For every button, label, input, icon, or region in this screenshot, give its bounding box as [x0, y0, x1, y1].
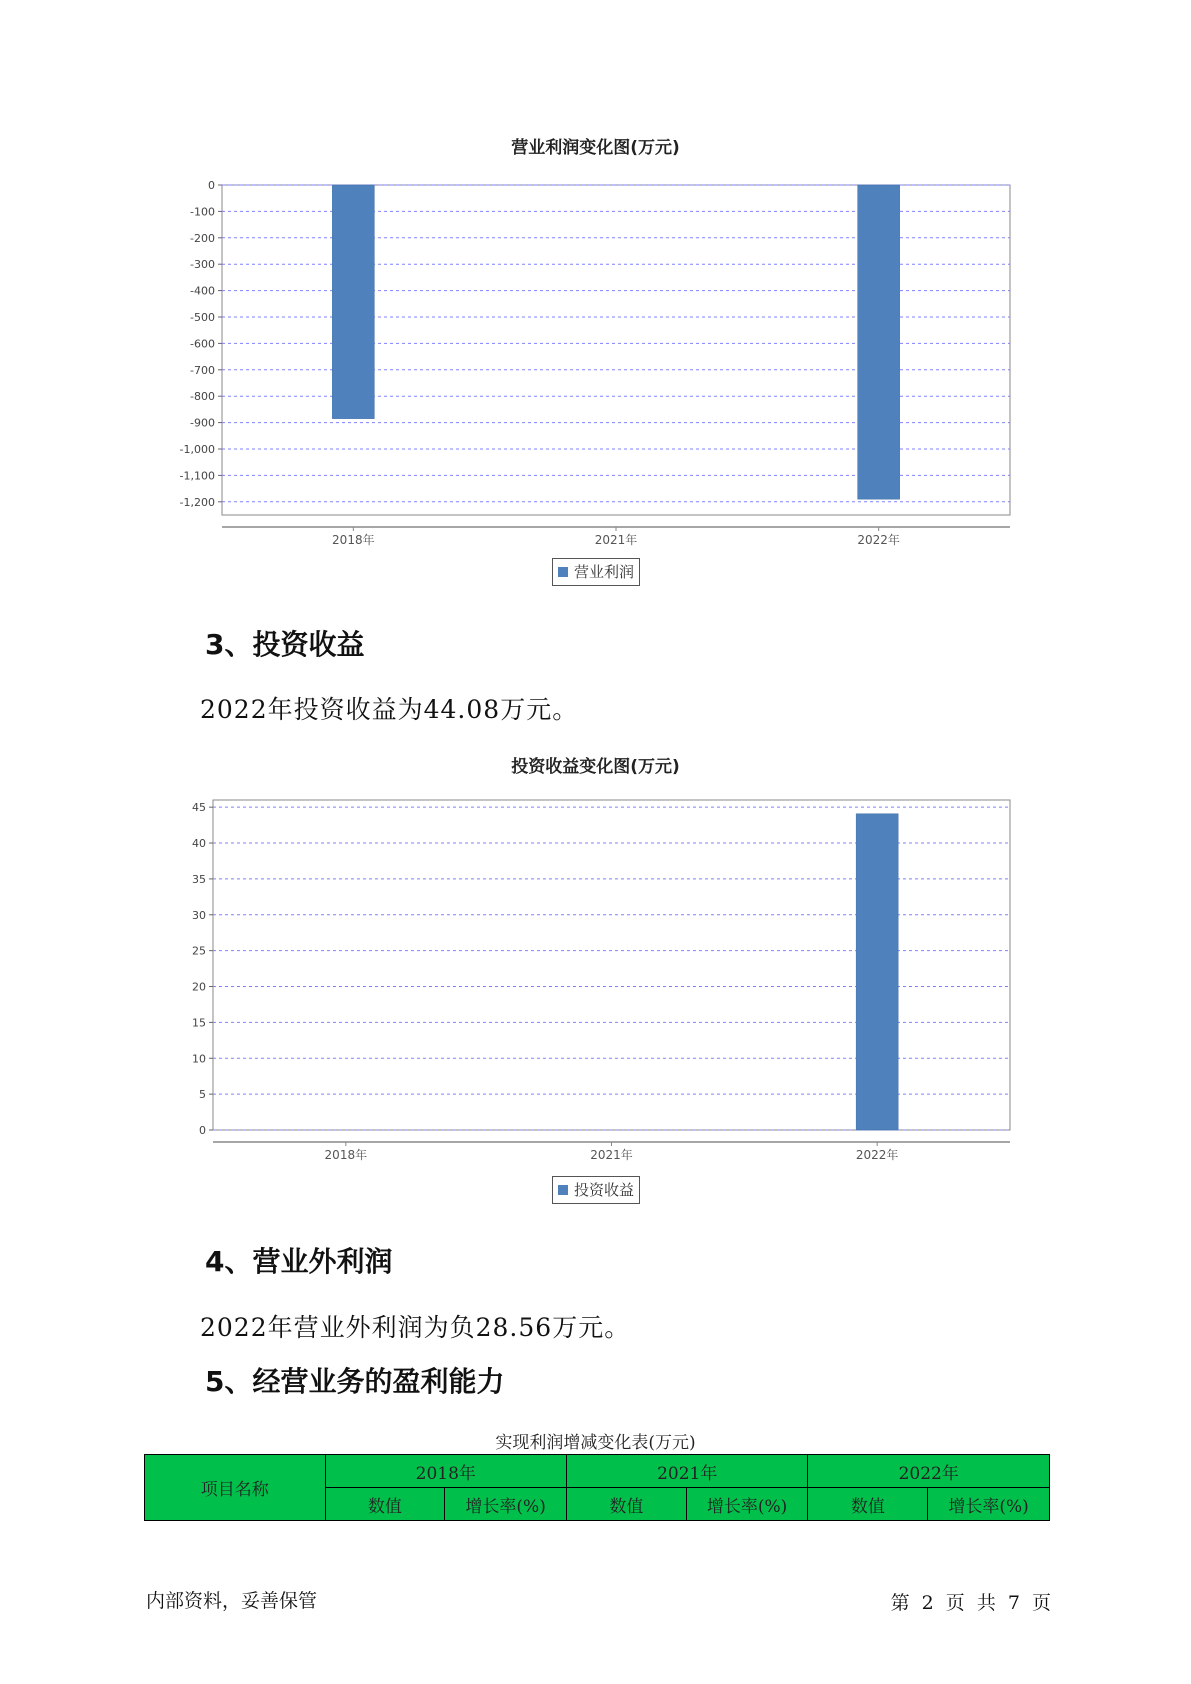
x-tick-label: 2021年: [594, 533, 638, 547]
y-tick-label: -500: [190, 311, 215, 324]
legend-swatch: [558, 1185, 568, 1195]
item-name-header: 项目名称: [145, 1455, 326, 1521]
y-tick-label: -800: [190, 390, 215, 404]
y-tick-label: 25: [192, 944, 206, 958]
y-tick-label: 20: [192, 980, 206, 994]
investment-income-chart-title: 投资收益变化图(万元): [511, 757, 680, 777]
nonoperating-text: 2022年营业外利润为负28.56万元。: [200, 1313, 631, 1342]
investment-income-legend: [552, 1176, 640, 1204]
y-tick-label: 15: [192, 1016, 206, 1030]
growth-header: 增长率(%): [445, 1488, 567, 1521]
y-tick-label: -1,100: [179, 469, 215, 483]
y-tick-label: -200: [190, 231, 215, 245]
operating-profit-chart-title: 营业利润变化图(万元): [511, 138, 680, 158]
year-header: 2018年: [325, 1455, 566, 1488]
value-header: 数值: [567, 1488, 687, 1521]
y-tick-label: -700: [190, 363, 215, 377]
table-header-row: [145, 1455, 1050, 1488]
y-tick-label: 0: [208, 179, 215, 192]
nonoperating-heading: 4、营业外利润: [205, 1245, 393, 1278]
growth-header: 增长率(%): [928, 1488, 1050, 1521]
y-tick-label: -1,000: [179, 443, 215, 456]
y-tick-label: -400: [190, 284, 215, 298]
investment-heading: 3、投资收益: [205, 628, 365, 661]
x-tick-label: 2022年: [855, 1148, 899, 1162]
footer-confidential: 内部资料，妥善保管: [146, 1590, 318, 1612]
y-tick-label: 0: [199, 1124, 206, 1137]
year-header: 2021年: [567, 1455, 808, 1488]
bar: [856, 814, 898, 1130]
y-tick-label: 45: [192, 801, 206, 815]
y-tick-label: 5: [199, 1088, 206, 1102]
y-tick-label: -900: [190, 416, 215, 430]
x-tick-label: 2018年: [332, 533, 375, 547]
x-tick-label: 2022年: [857, 533, 900, 547]
investment-text: 2022年投资收益为44.08万元。: [200, 695, 579, 724]
y-tick-label: 35: [192, 872, 206, 886]
y-tick-label: -600: [190, 337, 215, 351]
table-caption: 实现利润增减变化表(万元): [495, 1433, 696, 1453]
footer-page-number: 第 2 页 共 7 页: [890, 1592, 1051, 1614]
value-header: 数值: [808, 1488, 928, 1521]
x-tick-label: 2018年: [324, 1148, 368, 1162]
profitability-heading: 5、经营业务的盈利能力: [205, 1365, 505, 1398]
legend-label: 营业利润: [574, 563, 635, 581]
x-tick-label: 2021年: [590, 1148, 633, 1162]
value-header: 数值: [325, 1488, 445, 1521]
legend-label: 投资收益: [574, 1181, 635, 1199]
y-tick-label: 10: [192, 1052, 206, 1066]
y-tick-label: -1,200: [179, 495, 215, 509]
y-tick-label: 40: [192, 837, 206, 851]
y-tick-label: -300: [190, 258, 215, 272]
growth-header: 增长率(%): [686, 1488, 808, 1521]
y-tick-label: 30: [192, 908, 206, 922]
year-header: 2022年: [808, 1455, 1050, 1488]
y-tick-label: -100: [190, 205, 215, 219]
profit-change-table: [144, 1454, 1050, 1521]
